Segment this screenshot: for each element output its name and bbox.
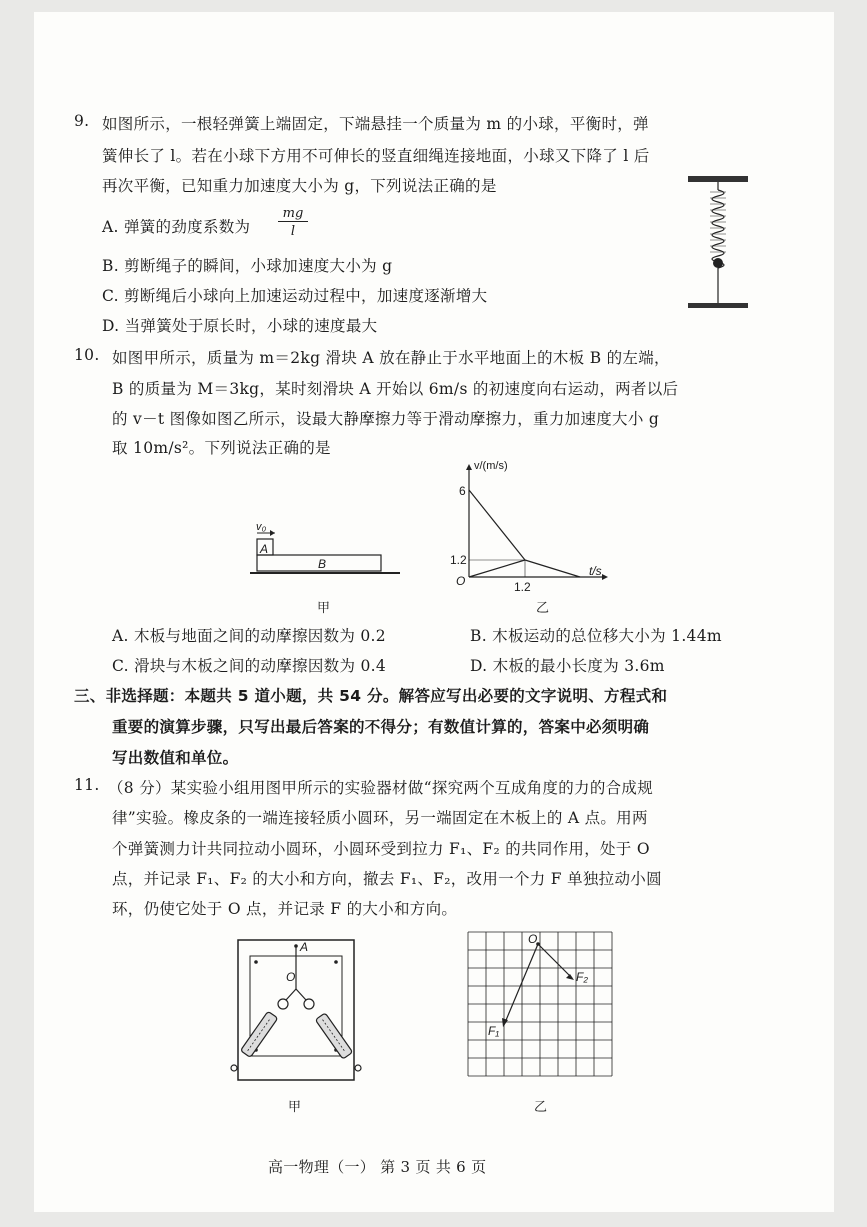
q10-option-d: D. 木板的最小长度为 3.6m: [470, 657, 665, 675]
vt-ylabel: v/(m/s): [474, 460, 508, 472]
figure-11b-caption: 乙: [534, 1099, 548, 1114]
q11-line4: 点，并记录 F₁、F₂ 的大小和方向，撤去 F₁、F₂，改用一个力 F 单独拉动小圆: [112, 870, 662, 888]
spring-figure: [680, 170, 760, 320]
section3-line3: 写出数值和单位。: [112, 749, 239, 767]
section3-line2: 重要的演算步骤，只写出最后答案的不得分；有数值计算的，答案中必须明确: [112, 718, 650, 736]
vt-origin: O: [456, 574, 466, 588]
q9-line3: 再次平衡，已知重力加速度大小为 g，下列说法正确的是: [102, 177, 497, 195]
q9-option-c: C. 剪断绳后小球向上加速运动过程中，加速度逐渐增大: [102, 287, 488, 305]
point-o-label: O: [286, 970, 296, 984]
grid-origin-label: O: [528, 932, 538, 946]
board-b-label: B: [318, 557, 327, 571]
figure-a-caption: 甲: [317, 600, 331, 615]
q9-number: 9.: [74, 112, 90, 130]
q10-line2: B 的质量为 M＝3kg，某时刻滑块 A 开始以 6m/s 的初速度向右运动，两者以后: [112, 380, 679, 398]
q11-line3: 个弹簧测力计共同拉动小圆环，小圆环受到拉力 F₁、F₂ 的共同作用，处于 O: [112, 840, 650, 858]
q10-number: 10.: [74, 346, 100, 364]
q11-line2: 律”实验。橡皮条的一端连接轻质小圆环，另一端固定在木板上的 A 点。用两: [112, 809, 648, 827]
q11-number: 11.: [74, 776, 100, 794]
q9-option-b: B. 剪断绳子的瞬间，小球加速度大小为 g: [102, 257, 393, 275]
v0-label: v₀: [256, 521, 267, 533]
f1-label: F₁: [488, 1024, 500, 1038]
q10-line4: 取 10m/s²。下列说法正确的是: [112, 439, 331, 457]
point-a-label: A: [300, 940, 309, 954]
vt-tick-1-2: 1.2: [450, 553, 467, 567]
q10-option-b: B. 木板运动的总位移大小为 1.44m: [470, 627, 722, 645]
q10-option-a: A. 木板与地面之间的动摩擦因数为 0.2: [112, 627, 386, 645]
figure-b-caption: 乙: [536, 600, 550, 615]
force-grid-figure: [466, 930, 614, 1082]
q9-option-a-numerator: mg: [278, 206, 308, 222]
page-footer: 高一物理（一） 第 3 页 共 6 页: [268, 1158, 487, 1176]
q10-line3: 的 v－t 图像如图乙所示，设最大静摩擦力等于滑动摩擦力，重力加速度大小 g: [112, 410, 660, 428]
block-a-label: A: [260, 542, 269, 556]
q11-line5: 环，仍使它处于 O 点，并记录 F 的大小和方向。: [112, 900, 458, 918]
q9-option-d: D. 当弹簧处于原长时，小球的速度最大: [102, 317, 378, 335]
vt-tick-6: 6: [459, 484, 466, 498]
q9-line2: 簧伸长了 l。若在小球下方用不可伸长的竖直细绳连接地面，小球又下降了 l 后: [102, 147, 650, 165]
q10-option-c: C. 滑块与木板之间的动摩擦因数为 0.4: [112, 657, 387, 675]
figure-11a-caption: 甲: [288, 1099, 302, 1114]
f2-label: F₂: [576, 970, 588, 984]
q11-line1: （8 分）某实验小组用图甲所示的实验器材做“探究两个互成角度的力的合成规: [108, 779, 654, 797]
vt-xtick-1-2: 1.2: [514, 580, 531, 594]
q9-option-a-denominator: l: [290, 224, 296, 239]
q9-option-a: A. 弹簧的劲度系数为: [102, 218, 251, 236]
vt-xlabel: t/s: [589, 564, 602, 578]
force-board-figure: [226, 934, 366, 1084]
q10-line1: 如图甲所示，质量为 m＝2kg 滑块 A 放在静止于水平地面上的木板 B 的左端，: [112, 349, 670, 367]
section3-line1: 三、非选择题：本题共 5 道小题，共 54 分。解答应写出必要的文字说明、方程式和: [74, 687, 668, 705]
q9-line1: 如图所示，一根轻弹簧上端固定，下端悬挂一个质量为 m 的小球，平衡时，弹: [102, 115, 649, 133]
